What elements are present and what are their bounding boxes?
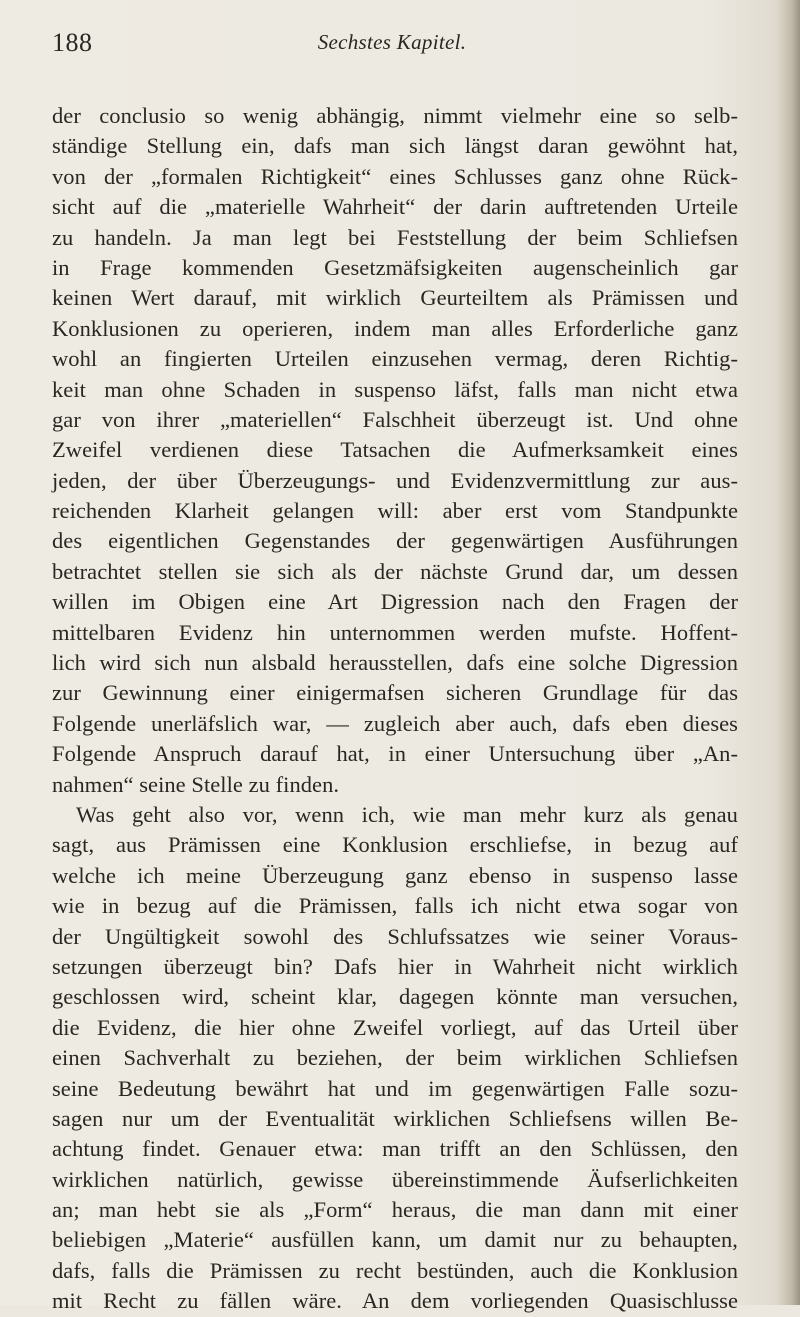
- text-line: Folgende unerläfslich war, — zugleich aber auch, dafs eben dieses: [52, 710, 738, 736]
- text-line: einen Sachverhalt zu beziehen, der beim wirklichen Schliefsen: [52, 1045, 738, 1071]
- text-line: setzungen überzeugt bin? Dafs hier in Wahrheit nicht wirklich: [52, 953, 738, 979]
- paragraph-first-line: Was geht also vor, wenn ich, wie man mehr kurz als genau: [76, 801, 738, 827]
- text-line: zu handeln. Ja man legt bei Feststellung der beim Schliefsen: [52, 224, 738, 250]
- text-line: mit Recht zu fällen wäre. An dem vorliegenden Quasischlusse: [52, 1288, 738, 1314]
- paragraph-end-line: nahmen“ seine Stelle zu finden.: [52, 771, 340, 797]
- text-line: geschlossen wird, scheint klar, dagegen könnte man versuchen,: [52, 984, 738, 1010]
- text-line: lich wird sich nun alsbald herausstellen, dafs eine solche Digression: [52, 650, 738, 676]
- text-line: sagen nur um der Eventualität wirklichen Schliefsens willen Be-: [52, 1105, 738, 1131]
- text-line: wie in bezug auf die Prämissen, falls ich nicht etwa sogar von: [52, 893, 738, 919]
- text-line: an; man hebt sie als „Form“ heraus, die man dann mit einer: [52, 1197, 738, 1223]
- text-line: von der „formalen Richtigkeit“ eines Schlusses ganz ohne Rück-: [52, 163, 738, 189]
- text-line: gar von ihrer „materiellen“ Falschheit überzeugt ist. Und ohne: [52, 406, 738, 432]
- body-text: [52, 101, 738, 1317]
- text-line: beliebigen „Materie“ ausfüllen kann, um damit nur zu behaupten,: [52, 1227, 738, 1253]
- page-number: 188: [52, 28, 93, 57]
- text-line: Konklusionen zu operieren, indem man alles Erforderliche ganz: [52, 315, 738, 341]
- text-line: Zweifel verdienen diese Tatsachen die Aufmerksamkeit eines: [52, 437, 738, 463]
- text-line: seine Bedeutung bewährt hat und im gegenwärtigen Falle sozu-: [52, 1075, 738, 1101]
- text-line: wohl an fingierten Urteilen einzusehen vermag, deren Richtig-: [52, 346, 738, 372]
- text-line: des eigentlichen Gegenstandes der gegenwärtigen Ausführungen: [52, 528, 738, 554]
- text-line: keinen Wert darauf, mit wirklich Geurteiltem als Prämissen und: [52, 285, 738, 311]
- running-head: Sechstes Kapitel.: [317, 30, 467, 54]
- text-line: sicht auf die „materielle Wahrheit“ der darin auftretenden Urteile: [52, 194, 738, 220]
- text-line: willen im Obigen eine Art Digression nach den Fragen der: [52, 589, 738, 615]
- text-line: betrachtet stellen sie sich als der nächste Grund dar, um dessen: [52, 558, 738, 584]
- text-line: achtung findet. Genauer etwa: man trifft an den Schlüssen, den: [52, 1136, 738, 1162]
- text-line: dafs, falls die Prämissen zu recht bestünden, auch die Konklusion: [52, 1257, 738, 1283]
- page-header: [52, 20, 732, 60]
- text-line: der conclusio so wenig abhängig, nimmt vielmehr eine so selb-: [52, 103, 738, 128]
- text-line: keit man ohne Schaden in suspenso läfst, falls man nicht etwa: [52, 376, 738, 402]
- text-line: der Ungültigkeit sowohl des Schlufssatzes wie seiner Voraus-: [52, 923, 738, 949]
- text-line: mittelbaren Evidenz hin unternommen werden mufste. Hoffent-: [52, 619, 738, 645]
- text-line: ständige Stellung ein, dafs man sich längst daran gewöhnt hat,: [52, 133, 738, 159]
- text-line: in Frage kommenden Gesetzmäfsigkeiten augenscheinlich gar: [52, 254, 738, 280]
- page-binding-shadow: [778, 0, 800, 1305]
- text-line: sagt, aus Prämissen eine Konklusion erschliefse, in bezug auf: [52, 832, 738, 858]
- text-line: reichenden Klarheit gelangen will: aber erst vom Standpunkte: [52, 498, 738, 524]
- text-line: zur Gewinnung einer einigermafsen sicheren Grundlage für das: [52, 680, 738, 706]
- text-line: Folgende Anspruch darauf hat, in einer Untersuchung über „An-: [52, 741, 738, 767]
- text-line: jeden, der über Überzeugungs- und Evidenzvermittlung zur aus-: [52, 467, 738, 493]
- text-line: wirklichen natürlich, gewisse übereinstimmende Äufserlichkeiten: [52, 1166, 738, 1192]
- text-line: welche ich meine Überzeugung ganz ebenso in suspenso lasse: [52, 862, 738, 888]
- text-line: die Evidenz, die hier ohne Zweifel vorliegt, auf das Urteil über: [52, 1014, 738, 1040]
